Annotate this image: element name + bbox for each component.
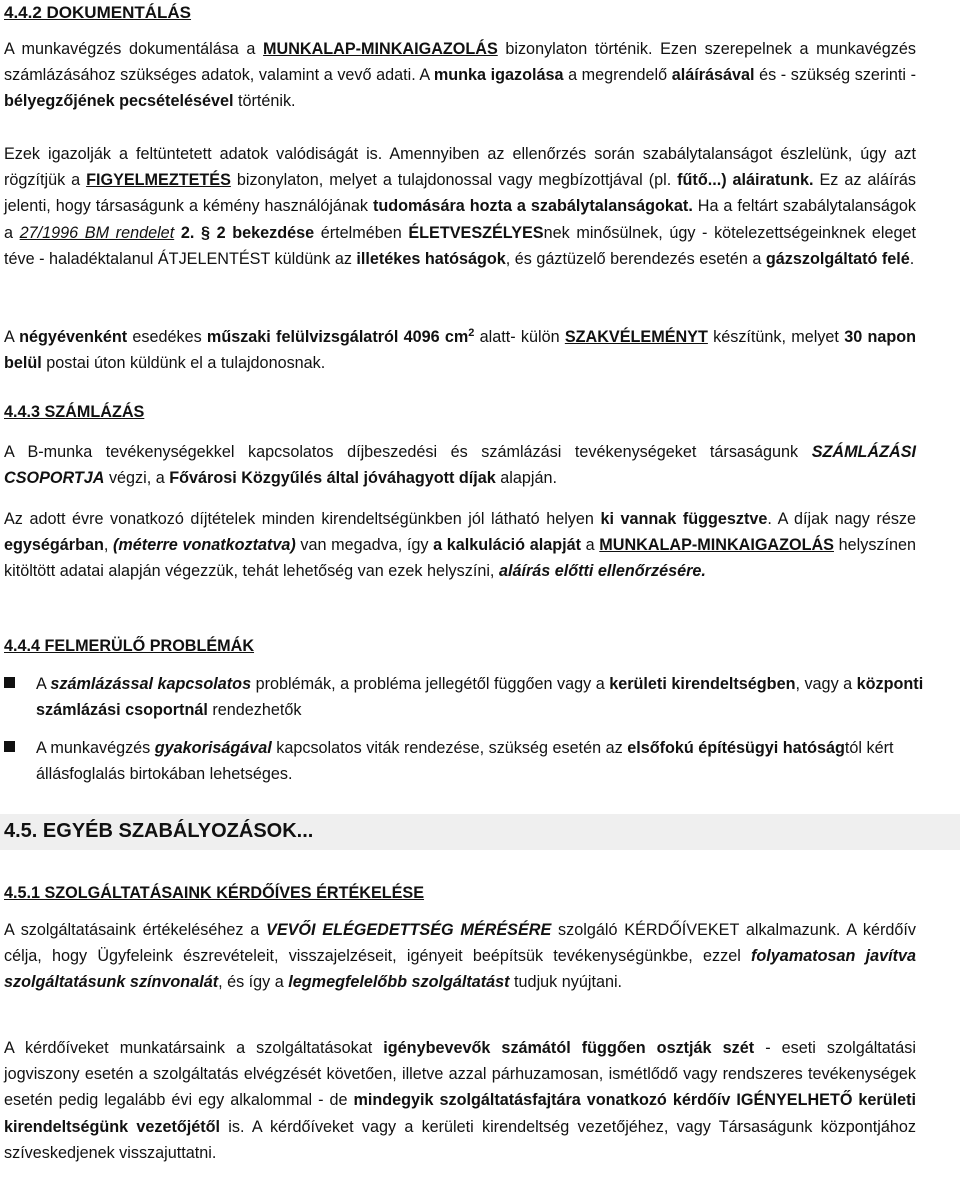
section-heading-felmerulo-problemak: 4.4.4 FELMERÜLŐ PROBLÉMÁK bbox=[4, 637, 255, 655]
bold-text: ÉLETVESZÉLYES bbox=[408, 223, 544, 242]
text: A bbox=[36, 675, 51, 693]
bold-text: igénybevevők számától függően osztják szét bbox=[383, 1039, 755, 1057]
text: szolgáló KÉRDŐÍVEKET alkalmazunk. A kérdőív célja, hogy Ügyfeleink észrevételeit, visszajelzéseit, igényeit beépítsük tevékenységünkbe, ezzel bbox=[4, 921, 917, 966]
text: problémák, a probléma jellegétől függően vagy a bbox=[251, 675, 610, 693]
bold-text: négyévenként bbox=[19, 328, 128, 346]
text: alapján. bbox=[495, 469, 557, 488]
bold-text: gázszolgáltató felé bbox=[765, 249, 910, 268]
document-name-munkalap: MUNKALAP-MINKAIGAZOLÁS bbox=[263, 40, 498, 58]
paragraph-kerdoiv-1 bbox=[4, 917, 916, 996]
text: , vagy a bbox=[795, 675, 857, 693]
text: végzi, a bbox=[104, 469, 170, 488]
text: - eseti szolgáltatási jogviszony esetén a szolgáltatás elvégzését követően, illetve azzal párhuzamosan, ismétlődő vagy rendszeres tevékenységek esetén pedig legalább évi egy alkalommal - de bbox=[4, 1039, 917, 1110]
paragraph-kerdoiv-2 bbox=[4, 1035, 916, 1166]
bold-text: 2 bekezdése bbox=[209, 223, 315, 242]
list-item-text bbox=[4, 671, 924, 723]
text: A B-munka tevékenységekkel kapcsolatos díjbeszedési és számlázási tevékenységeket társaságunk bbox=[4, 443, 812, 461]
text: postai úton küldünk el a tulajdonosnak. bbox=[41, 354, 326, 373]
text: Ez az aláírás jelenti, hogy társaságunk a kémény használójának bbox=[4, 171, 916, 216]
bold-text: kerületi kirendeltségben bbox=[609, 675, 796, 693]
text: A szolgáltatásaink értékeléséhez a bbox=[4, 921, 267, 939]
document-name-munkalap: MUNKALAP-MINKAIGAZOLÁS bbox=[599, 536, 834, 555]
bold-text: 4096 cm bbox=[403, 328, 469, 346]
text: bizonylaton történik. Ezen szerepelnek a munkavégzés számlázásához szükséges adatok, valamint a vevő adati. A bbox=[4, 40, 916, 85]
bold-italic-text: gyakoriságával bbox=[154, 739, 272, 757]
text: kapcsolatos viták rendezése, szükség esetén az bbox=[271, 739, 628, 757]
paragraph-szamlazas-1 bbox=[4, 439, 916, 491]
bold-italic-text: folyamatosan javítva szolgáltatásunk színvonalát bbox=[4, 947, 916, 992]
section-sign: § bbox=[200, 223, 210, 242]
document-name-figyelmeztetes: FIGYELMEZTETÉS bbox=[86, 171, 231, 190]
bold-text: elsőfokú építésügyi hatóság bbox=[627, 739, 845, 757]
bold-text: ki vannak függesztve bbox=[600, 510, 768, 528]
text: nek minősülnek, úgy - kötelezettségeinknek eleget téve - haladéktalanul ÁTJELENTÉST küldünk az bbox=[4, 223, 916, 268]
bold-text: 30 napon belül bbox=[4, 328, 916, 373]
text: a bbox=[580, 536, 600, 555]
text: alatt- külön bbox=[474, 328, 565, 346]
text: . A díjak nagy része bbox=[767, 510, 917, 528]
bold-text: műszaki felülvizsgálatról bbox=[206, 328, 399, 346]
bullet-square-icon bbox=[4, 677, 15, 688]
list-item-text bbox=[4, 735, 924, 787]
text: A munkavégzés bbox=[36, 739, 155, 757]
bold-italic-text: (méterre vonatkoztatva) bbox=[113, 536, 296, 555]
text: is. A kérdőíveket vagy a kerületi kirendeltség vezetőjéhez, vagy Társaságunk központjához szíveskedjenek visszajuttatni. bbox=[4, 1117, 916, 1162]
text: , és gáztüzelő berendezés esetén a bbox=[505, 249, 766, 268]
paragraph-szamlazas-2 bbox=[4, 506, 916, 585]
section-heading-kerdoives-ertekeles: 4.5.1 SZOLGÁLTATÁSAINK KÉRDŐÍVES ÉRTÉKELÉSE bbox=[4, 884, 425, 902]
text: Ezek igazolják a feltüntetett adatok valódiságát is. Amennyiben az ellenőrzés során szabálytalanságot észlelünk, úgy azt rögzítjük a bbox=[4, 145, 916, 190]
bold-italic-text: legmegfelelőbb szolgáltatást bbox=[288, 973, 510, 992]
bold-text: Fővárosi Közgyűlés által jóváhagyott díjak bbox=[169, 469, 496, 488]
section-heading-dokumentalas: 4.4.2 DOKUMENTÁLÁS bbox=[4, 3, 192, 22]
text: , és így a bbox=[218, 973, 289, 992]
text: Ha a feltárt szabálytalanságok a bbox=[4, 197, 917, 242]
bold-text: tudomására hozta a szabálytalanságokat. bbox=[372, 197, 693, 216]
text: értelmében bbox=[314, 223, 409, 242]
text: tól kért állásfoglalás birtokában lehetséges. bbox=[36, 739, 894, 783]
bold-text: a kalkuláció alapját bbox=[433, 536, 581, 555]
text: . bbox=[909, 249, 915, 268]
bold-text: mindegyik szolgáltatásfajtára vonatkozó kérdőív IGÉNYELHETŐ kerületi kirendeltségünk vezetőjétől bbox=[4, 1091, 916, 1136]
text: készítünk, melyet bbox=[707, 328, 845, 346]
text: Az adott évre vonatkozó díjtételek minden kirendeltségünkben jól látható helyen bbox=[4, 510, 601, 528]
text: A kérdőíveket munkatársaink a szolgáltatásokat bbox=[4, 1039, 384, 1057]
text: , bbox=[103, 536, 114, 555]
text: történik. bbox=[233, 92, 296, 111]
list-item-problema-2 bbox=[4, 735, 924, 787]
paragraph-dokumentalas-1 bbox=[4, 36, 916, 115]
text: bizonylaton, melyet a tulajdonossal vagy megbízottjával (pl. bbox=[230, 171, 678, 190]
bold-text: munka igazolása bbox=[433, 66, 564, 85]
section-heading-egyeb-szabalyozasok: 4.5. EGYÉB SZABÁLYOZÁSOK... bbox=[4, 820, 314, 842]
bold-text: fűtő...) aláiratunk. bbox=[677, 171, 814, 190]
list-item-problema-1 bbox=[4, 671, 924, 723]
text: van megadva, így bbox=[295, 536, 434, 555]
bold-text: illetékes hatóságok bbox=[356, 249, 506, 268]
bold-text: 2. bbox=[174, 223, 201, 242]
bold-italic-text: számlázással kapcsolatos bbox=[50, 675, 252, 693]
superscript: 2 bbox=[468, 327, 475, 339]
bullet-square-icon bbox=[4, 741, 15, 752]
bold-text: aláírásával bbox=[671, 66, 755, 85]
bold-text: bélyegzőjének pecsételésével bbox=[4, 92, 234, 111]
bold-italic-text: VEVŐI ELÉGEDETTSÉG MÉRÉSÉRE bbox=[266, 921, 552, 939]
section-heading-szamlazas: 4.4.3 SZÁMLÁZÁS bbox=[4, 403, 145, 421]
text: a megrendelő bbox=[563, 66, 672, 85]
regulation-reference: 27/1996 BM rendelet bbox=[19, 223, 175, 242]
document-name-szakvelemeny: SZAKVÉLEMÉNYT bbox=[564, 328, 708, 346]
bold-italic-text: aláírás előtti ellenőrzésére. bbox=[498, 562, 706, 581]
text: A bbox=[4, 328, 20, 346]
text: helyszínen kitöltött adatai alapján végezzük, tehát lehetőség van ezek helyszíni, bbox=[4, 536, 917, 581]
text: rendezhetők bbox=[207, 701, 302, 719]
text: és - szükség szerinti - bbox=[754, 66, 916, 85]
text: esedékes bbox=[127, 328, 207, 346]
paragraph-dokumentalas-2 bbox=[4, 141, 916, 272]
text: tudjuk nyújtani. bbox=[509, 973, 623, 992]
bold-italic-text: SZÁMLÁZÁSI CSOPORTJA bbox=[4, 443, 916, 488]
text: A munkavégzés dokumentálása a bbox=[4, 40, 264, 58]
paragraph-dokumentalas-3 bbox=[4, 324, 916, 376]
bold-text: központi számlázási csoportnál bbox=[36, 675, 924, 719]
bold-text: egységárban bbox=[4, 536, 104, 555]
